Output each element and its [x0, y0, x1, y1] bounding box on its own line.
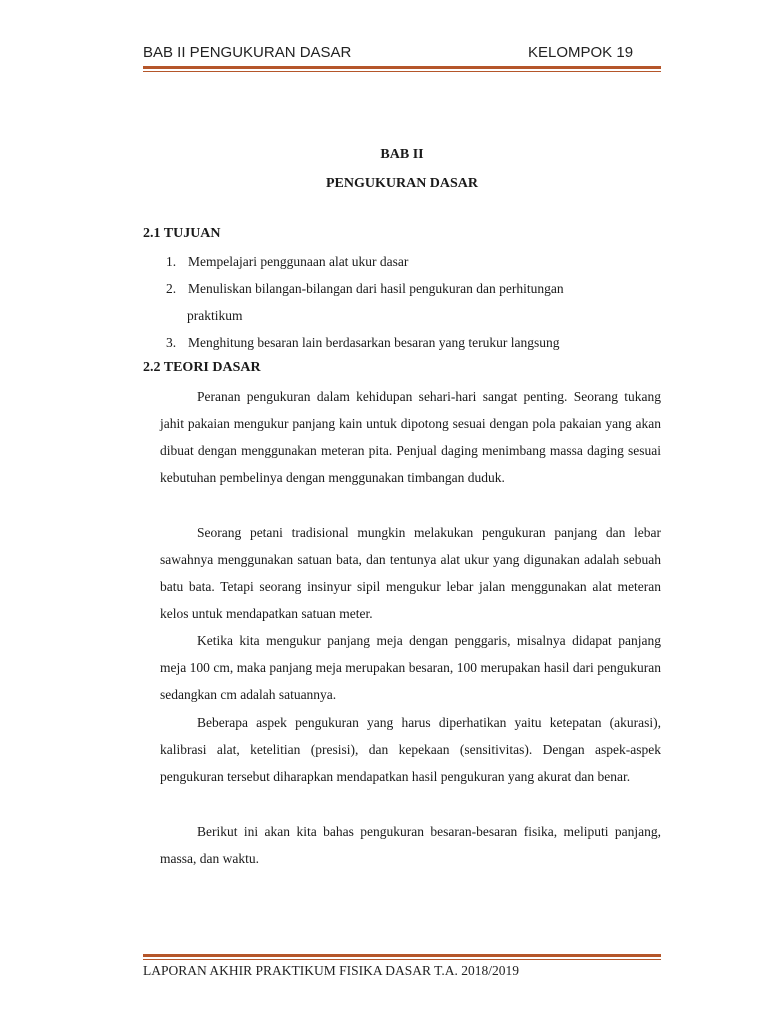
header-rule-thin: [143, 71, 661, 72]
list-item-continuation: [187, 308, 243, 324]
footer-rule-thick: [143, 954, 661, 957]
list-text: praktikum: [187, 308, 243, 323]
list-text: Menuliskan bilangan-bilangan dari hasil pengukuran dan perhitungan: [188, 281, 564, 296]
footer-rule-thin: [143, 959, 661, 960]
header-title: BAB II PENGUKURAN DASAR: [143, 44, 352, 61]
list-text: Menghitung besaran lain berdasarkan besaran yang terukur langsung: [188, 335, 560, 350]
footer-text: LAPORAN AKHIR PRAKTIKUM FISIKA DASAR T.A. 2018/2019: [143, 963, 520, 978]
list-number: 2.: [166, 281, 177, 296]
chapter-number: BAB II: [380, 147, 424, 162]
list-text: Mempelajari penggunaan alat ukur dasar: [188, 254, 409, 269]
paragraph: Berikut ini akan kita bahas pengukuran besaran-besaran fisika, meliputi panjang, massa, dan waktu.: [160, 824, 661, 866]
header-group: KELOMPOK 19: [528, 44, 634, 61]
list-number: 1.: [166, 254, 177, 269]
list-number: 3.: [166, 335, 177, 350]
paragraph: Seorang petani tradisional mungkin melakukan pengukuran panjang dan lebar sawahnya menggunakan satuan bata, dan tentunya alat ukur yang digunakan adalah sebuah batu bata. Tetapi seorang insinyur sipil mengukur lebar jalan menggunakan alat meteran kelos untuk mendapatkan satuan meter.: [160, 525, 661, 621]
list-item: [166, 281, 564, 297]
header-rule-thick: [143, 66, 661, 69]
chapter-title: PENGUKURAN DASAR: [325, 176, 479, 191]
section-heading-tujuan: 2.1 TUJUAN: [143, 226, 221, 241]
list-item: [166, 335, 560, 351]
list-item: [166, 254, 408, 270]
paragraph: Beberapa aspek pengukuran yang harus diperhatikan yaitu ketepatan (akurasi), kalibrasi alat, ketelitian (presisi), dan kepekaan (sensitivitas). Dengan aspek-aspek pengukuran tersebut diharapkan mendapatkan hasil pengukuran yang akurat dan benar.: [160, 715, 661, 784]
paragraph: Peranan pengukuran dalam kehidupan sehari-hari sangat penting. Seorang tukang jahit pakaian mengukur panjang kain untuk dipotong sesuai dengan pola pakaian yang akan dibuat dengan menggunakan meteran pita. Penjual daging menimbang massa daging sesuai kebutuhan pembelinya dengan menggunakan timbangan duduk.: [160, 389, 661, 485]
section-heading-teori-dasar: 2.2 TEORI DASAR: [143, 360, 261, 375]
paragraph: Ketika kita mengukur panjang meja dengan penggaris, misalnya didapat panjang meja 100 cm, maka panjang meja merupakan besaran, 100 merupakan hasil dari pengukuran sedangkan cm adalah satuannya.: [160, 633, 661, 702]
